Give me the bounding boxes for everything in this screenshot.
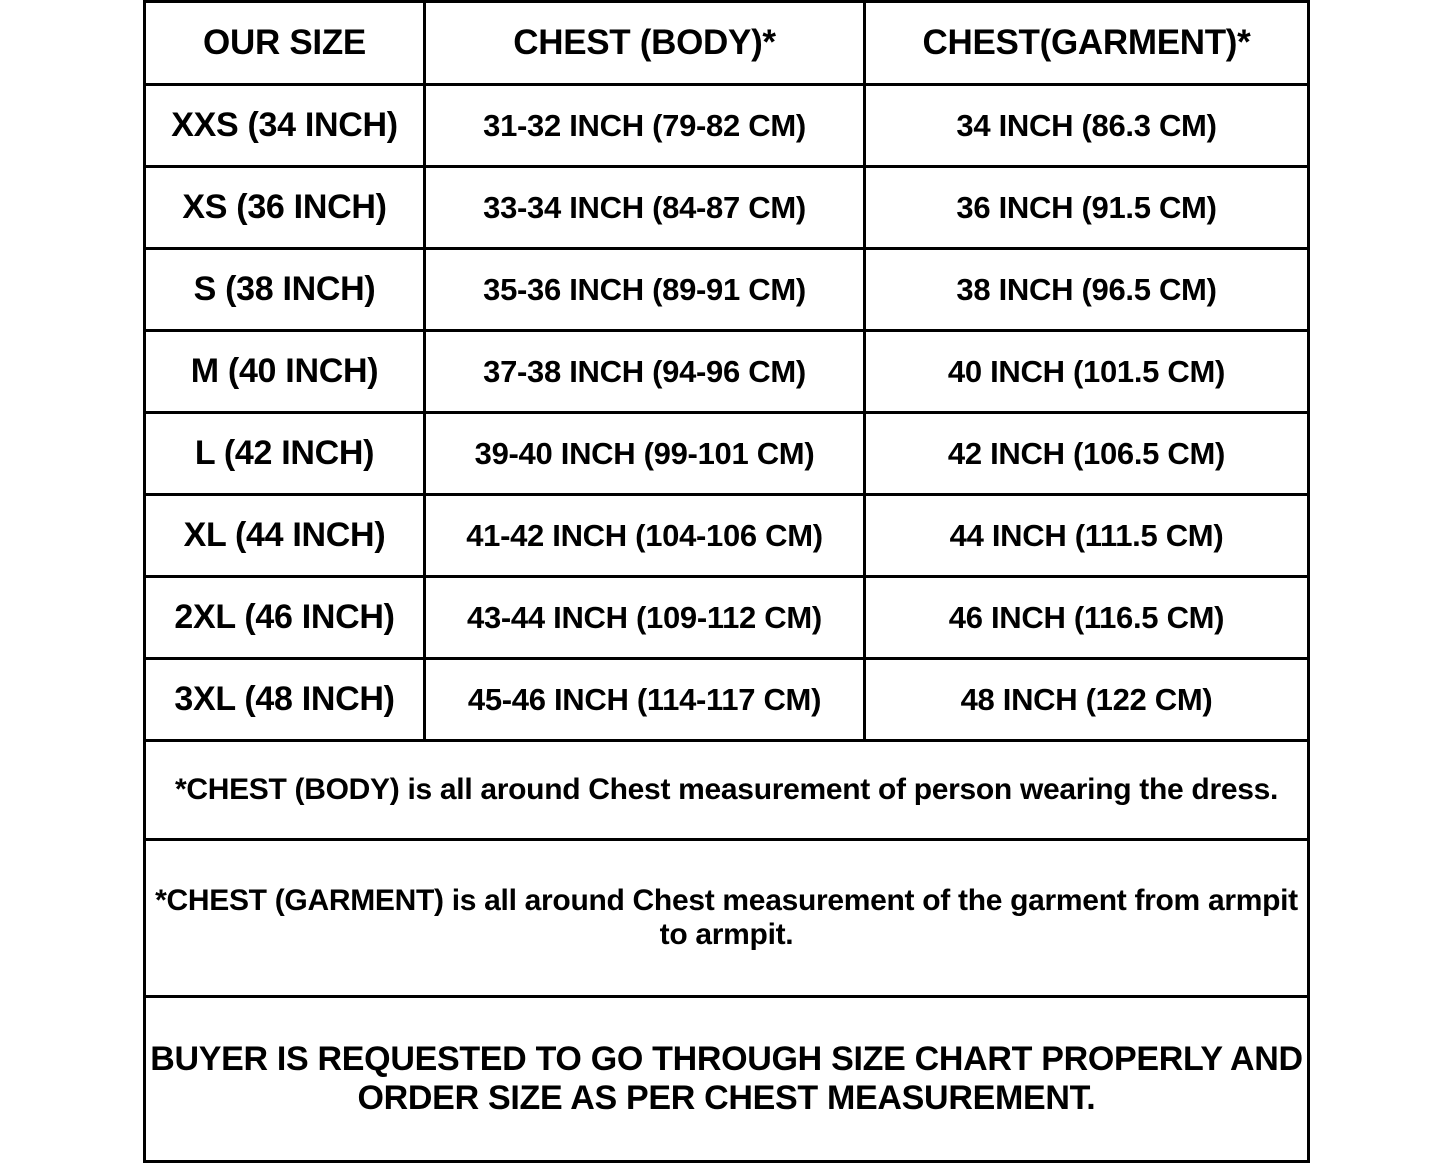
table-row <box>145 413 1309 495</box>
cell-chest-body: 41-42 INCH (104-106 CM) <box>425 495 865 577</box>
note-row <box>145 840 1309 997</box>
table-body <box>145 85 1309 1162</box>
table-row <box>145 85 1309 167</box>
table-row <box>145 249 1309 331</box>
header-row <box>145 2 1309 85</box>
table-row <box>145 167 1309 249</box>
cell-chest-garment: 40 INCH (101.5 CM) <box>865 331 1309 413</box>
table-row <box>145 577 1309 659</box>
table-header <box>145 2 1309 85</box>
cell-size: XL (44 INCH) <box>145 495 425 577</box>
size-chart-container <box>143 0 1307 1117</box>
cell-chest-garment: 42 INCH (106.5 CM) <box>865 413 1309 495</box>
cell-size: M (40 INCH) <box>145 331 425 413</box>
cell-chest-garment: 38 INCH (96.5 CM) <box>865 249 1309 331</box>
table-row <box>145 659 1309 741</box>
cell-chest-garment: 46 INCH (116.5 CM) <box>865 577 1309 659</box>
cell-chest-body: 31-32 INCH (79-82 CM) <box>425 85 865 167</box>
column-header-chest-body: CHEST (BODY)* <box>425 2 865 85</box>
cell-chest-garment: 48 INCH (122 CM) <box>865 659 1309 741</box>
cell-size: 2XL (46 INCH) <box>145 577 425 659</box>
note-chest-body: *CHEST (BODY) is all around Chest measurement of person wearing the dress. <box>145 741 1309 840</box>
note-buyer-request: BUYER IS REQUESTED TO GO THROUGH SIZE CHART PROPERLY AND ORDER SIZE AS PER CHEST MEASUREMENT. <box>145 997 1309 1162</box>
size-chart-table <box>143 0 1310 1163</box>
cell-chest-garment: 44 INCH (111.5 CM) <box>865 495 1309 577</box>
table-row <box>145 331 1309 413</box>
cell-chest-garment: 34 INCH (86.3 CM) <box>865 85 1309 167</box>
note-row <box>145 741 1309 840</box>
cell-size: L (42 INCH) <box>145 413 425 495</box>
table-row <box>145 495 1309 577</box>
cell-size: XXS (34 INCH) <box>145 85 425 167</box>
cell-chest-body: 43-44 INCH (109-112 CM) <box>425 577 865 659</box>
cell-chest-body: 39-40 INCH (99-101 CM) <box>425 413 865 495</box>
cell-chest-body: 35-36 INCH (89-91 CM) <box>425 249 865 331</box>
column-header-our-size: OUR SIZE <box>145 2 425 85</box>
column-header-chest-garment: CHEST(GARMENT)* <box>865 2 1309 85</box>
cell-size: S (38 INCH) <box>145 249 425 331</box>
cell-chest-body: 33-34 INCH (84-87 CM) <box>425 167 865 249</box>
cell-size: XS (36 INCH) <box>145 167 425 249</box>
cell-chest-body: 37-38 INCH (94-96 CM) <box>425 331 865 413</box>
cell-size: 3XL (48 INCH) <box>145 659 425 741</box>
note-row <box>145 997 1309 1162</box>
note-chest-garment: *CHEST (GARMENT) is all around Chest measurement of the garment from armpit to armpit. <box>145 840 1309 997</box>
cell-chest-garment: 36 INCH (91.5 CM) <box>865 167 1309 249</box>
cell-chest-body: 45-46 INCH (114-117 CM) <box>425 659 865 741</box>
